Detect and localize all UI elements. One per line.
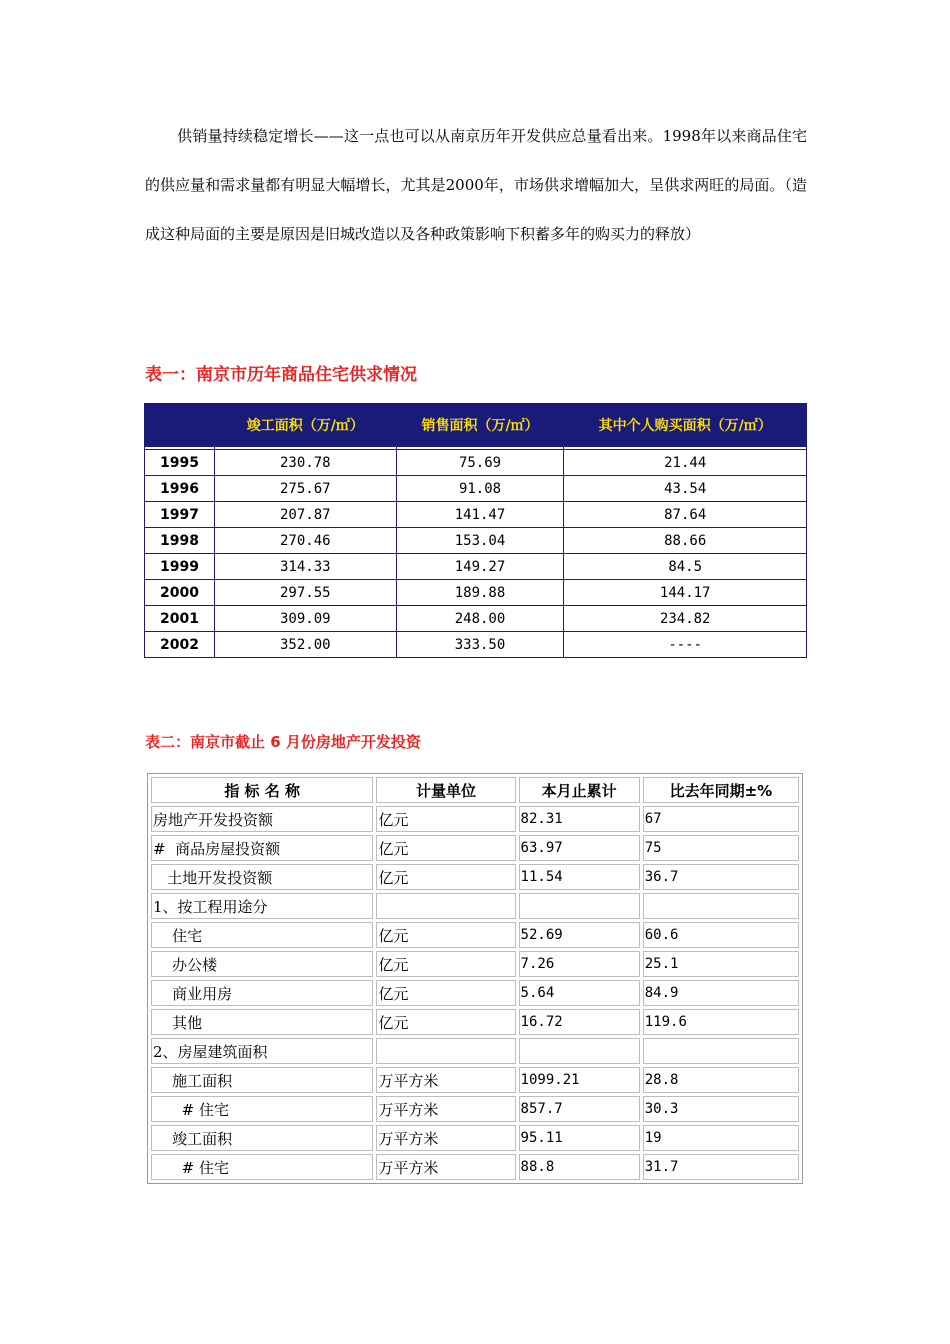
table1-header-row	[145, 404, 807, 447]
table2-cell-unit: 万平方米	[376, 1096, 515, 1122]
table1-cell-sold: 248.00	[396, 606, 564, 632]
table1-cell-individual: 87.64	[564, 502, 807, 528]
table1-row	[145, 554, 807, 580]
table2-cell-unit: 亿元	[376, 806, 515, 832]
table2-cell-cumulative: 52.69	[519, 922, 640, 948]
table2-cell-change: 36.7	[643, 864, 799, 890]
table2-cell-cumulative	[519, 893, 640, 919]
table2-cell-name: # 住宅	[151, 1096, 373, 1122]
table1-cell-year: 2001	[145, 606, 215, 632]
table2-row	[151, 1038, 799, 1064]
table2-cell-name: 办公楼	[151, 951, 373, 977]
table2-cell-change: 75	[643, 835, 799, 861]
table2-row	[151, 951, 799, 977]
table2-cell-name: 住宅	[151, 922, 373, 948]
table1-cell-sold: 153.04	[396, 528, 564, 554]
table1-cell-completed: 352.00	[214, 632, 396, 658]
table2-cell-change: 60.6	[643, 922, 799, 948]
table2-header-unit: 计量单位	[376, 777, 515, 803]
supply-demand-table	[144, 403, 807, 658]
table2-cell-change: 31.7	[643, 1154, 799, 1180]
table2-cell-cumulative: 95.11	[519, 1125, 640, 1151]
table1-cell-individual: ----	[564, 632, 807, 658]
table2-cell-unit: 亿元	[376, 951, 515, 977]
table2-cell-name: # 商品房屋投资额	[151, 835, 373, 861]
table1-row	[145, 606, 807, 632]
table1-row	[145, 450, 807, 476]
table2-cell-name: 1、按工程用途分	[151, 893, 373, 919]
table1-header-year	[145, 404, 215, 447]
table2-cell-cumulative: 82.31	[519, 806, 640, 832]
table1-row	[145, 502, 807, 528]
table1-cell-sold: 141.47	[396, 502, 564, 528]
table1-cell-completed: 230.78	[214, 450, 396, 476]
table2-cell-cumulative: 1099.21	[519, 1067, 640, 1093]
table1-row	[145, 632, 807, 658]
table1-cell-sold: 75.69	[396, 450, 564, 476]
table2-cell-change: 30.3	[643, 1096, 799, 1122]
table1-row	[145, 580, 807, 606]
table2-row	[151, 1009, 799, 1035]
table2-row	[151, 1154, 799, 1180]
table1-cell-year: 1998	[145, 528, 215, 554]
table2-cell-name: 房地产开发投资额	[151, 806, 373, 832]
table1-cell-individual: 21.44	[564, 450, 807, 476]
table1-cell-individual: 43.54	[564, 476, 807, 502]
table2-cell-unit: 万平方米	[376, 1154, 515, 1180]
table1-cell-year: 1997	[145, 502, 215, 528]
table2-cell-name: 施工面积	[151, 1067, 373, 1093]
table2-header-row	[151, 777, 799, 803]
table1-cell-sold: 149.27	[396, 554, 564, 580]
table1-header-individual: 其中个人购买面积（万/㎡）	[564, 404, 807, 447]
table2-cell-unit: 万平方米	[376, 1125, 515, 1151]
table2-cell-name: 2、房屋建筑面积	[151, 1038, 373, 1064]
table2-cell-change: 19	[643, 1125, 799, 1151]
table2-row	[151, 980, 799, 1006]
table2-cell-cumulative: 11.54	[519, 864, 640, 890]
table1-cell-individual: 144.17	[564, 580, 807, 606]
table1-header-completed: 竣工面积（万/㎡）	[214, 404, 396, 447]
table2-header-indicator: 指 标 名 称	[151, 777, 373, 803]
table2-cell-change: 28.8	[643, 1067, 799, 1093]
intro-paragraph	[145, 112, 807, 259]
table2-header-change: 比去年同期±%	[643, 777, 799, 803]
table2-cell-change: 67	[643, 806, 799, 832]
table1-cell-year: 2002	[145, 632, 215, 658]
table2-cell-unit: 亿元	[376, 922, 515, 948]
table1-cell-sold: 91.08	[396, 476, 564, 502]
table1-cell-completed: 207.87	[214, 502, 396, 528]
table2-row	[151, 922, 799, 948]
table2-cell-change: 25.1	[643, 951, 799, 977]
table2-cell-cumulative: 7.26	[519, 951, 640, 977]
table2-row	[151, 806, 799, 832]
table2-header-cumulative: 本月止累计	[519, 777, 640, 803]
table1-cell-year: 2000	[145, 580, 215, 606]
table1-row	[145, 528, 807, 554]
table2-cell-cumulative: 63.97	[519, 835, 640, 861]
table2-row	[151, 835, 799, 861]
table2-cell-change	[643, 1038, 799, 1064]
table1-cell-individual: 234.82	[564, 606, 807, 632]
table2-row	[151, 1125, 799, 1151]
table2-cell-cumulative: 88.8	[519, 1154, 640, 1180]
table2-cell-cumulative	[519, 1038, 640, 1064]
table1-cell-year: 1996	[145, 476, 215, 502]
table2-row	[151, 864, 799, 890]
investment-table	[147, 773, 803, 1184]
table2-cell-change: 119.6	[643, 1009, 799, 1035]
table1-cell-completed: 309.09	[214, 606, 396, 632]
table2-cell-unit: 亿元	[376, 864, 515, 890]
table1-cell-year: 1999	[145, 554, 215, 580]
table2-row	[151, 1067, 799, 1093]
table1-cell-individual: 84.5	[564, 554, 807, 580]
table1-cell-year: 1995	[145, 450, 215, 476]
table1-cell-completed: 275.67	[214, 476, 396, 502]
table1-cell-individual: 88.66	[564, 528, 807, 554]
table1-header-sold: 销售面积（万/㎡）	[396, 404, 564, 447]
table2-cell-change: 84.9	[643, 980, 799, 1006]
table2-cell-cumulative: 16.72	[519, 1009, 640, 1035]
table2-title: 表二：南京市截止 6 月份房地产开发投资	[145, 733, 421, 751]
table2-cell-unit	[376, 1038, 515, 1064]
table2-cell-unit	[376, 893, 515, 919]
table2-row	[151, 1096, 799, 1122]
table1-cell-sold: 333.50	[396, 632, 564, 658]
table2-cell-change	[643, 893, 799, 919]
table1-cell-completed: 297.55	[214, 580, 396, 606]
table1-title: 表一：南京市历年商品住宅供求情况	[145, 365, 417, 385]
table2-cell-name: 其他	[151, 1009, 373, 1035]
table2-cell-name: 土地开发投资额	[151, 864, 373, 890]
table2-cell-name: # 住宅	[151, 1154, 373, 1180]
table1-row	[145, 476, 807, 502]
table2-cell-unit: 万平方米	[376, 1067, 515, 1093]
table2-cell-cumulative: 857.7	[519, 1096, 640, 1122]
table2-cell-unit: 亿元	[376, 1009, 515, 1035]
table1-cell-completed: 314.33	[214, 554, 396, 580]
intro-paragraph-text: 供销量持续稳定增长——这一点也可以从南京历年开发供应总量看出来。1998年以来商品住宅的供应量和需求量都有明显大幅增长，尤其是2000年，市场供求增幅加大，呈供求两旺的局面。（造成这种局面的主要是原因是旧城改造以及各种政策影响下积蓄多年的购买力的释放）	[145, 127, 807, 243]
table2-cell-name: 商业用房	[151, 980, 373, 1006]
table1-cell-sold: 189.88	[396, 580, 564, 606]
table2-cell-name: 竣工面积	[151, 1125, 373, 1151]
table2-cell-cumulative: 5.64	[519, 980, 640, 1006]
table2-row	[151, 893, 799, 919]
table1-cell-completed: 270.46	[214, 528, 396, 554]
table2-cell-unit: 亿元	[376, 980, 515, 1006]
table2-cell-unit: 亿元	[376, 835, 515, 861]
